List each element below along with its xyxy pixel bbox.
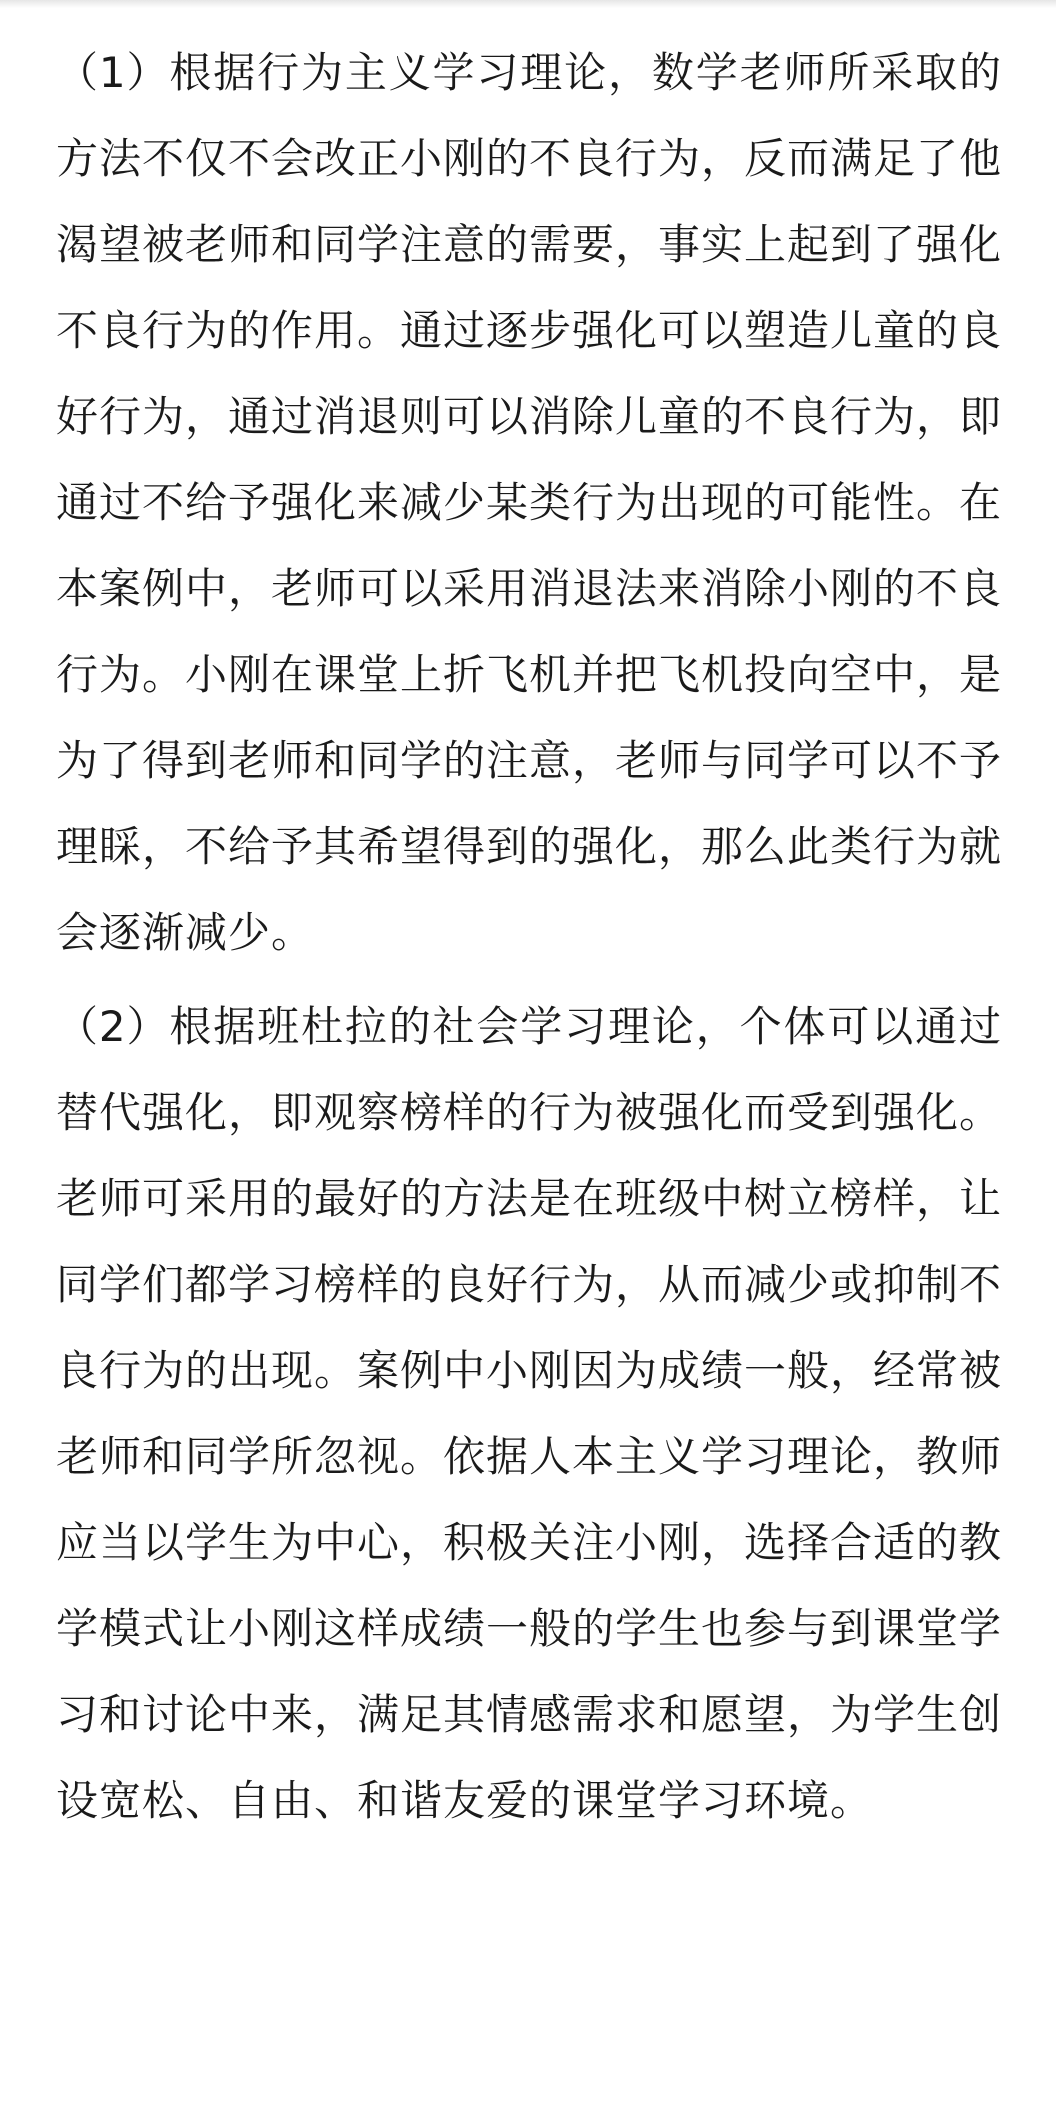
paragraph-2 bbox=[56, 984, 1002, 1844]
paragraph-1 bbox=[56, 30, 1002, 976]
paragraph-1-number: （1） bbox=[56, 48, 170, 97]
paragraph-2-number: （2） bbox=[56, 1002, 170, 1051]
paragraph-1-text: 根据行为主义学习理论，数学老师所采取的方法不仅不会改正小刚的不良行为，反而满足了他渴望被老师和同学注意的需要，事实上起到了强化不良行为的作用。通过逐步强化可以塑造儿童的良好行为，通过消退则可以消除儿童的不良行为，即通过不给予强化来减少某类行为出现的可能性。在本案例中，老师可以采用消退法来消除小刚的不良行为。小刚在课堂上折飞机并把飞机投向空中，是为了得到老师和同学的注意，老师与同学可以不予理睬，不给予其希望得到的强化，那么此类行为就会逐渐减少。 bbox=[56, 48, 1003, 957]
top-edge-shadow bbox=[0, 0, 1056, 8]
answer-article bbox=[56, 30, 1002, 1844]
paragraph-2-text: 根据班杜拉的社会学习理论，个体可以通过替代强化，即观察榜样的行为被强化而受到强化。老师可采用的最好的方法是在班级中树立榜样，让同学们都学习榜样的良好行为，从而减少或抑制不良行为的出现。案例中小刚因为成绩一般，经常被老师和同学所忽视。依据人本主义学习理论，教师应当以学生为中心，积极关注小刚，选择合适的教学模式让小刚这样成绩一般的学生也参与到课堂学习和讨论中来，满足其情感需求和愿望，为学生创设宽松、自由、和谐友爱的课堂学习环境。 bbox=[56, 1002, 1003, 1825]
